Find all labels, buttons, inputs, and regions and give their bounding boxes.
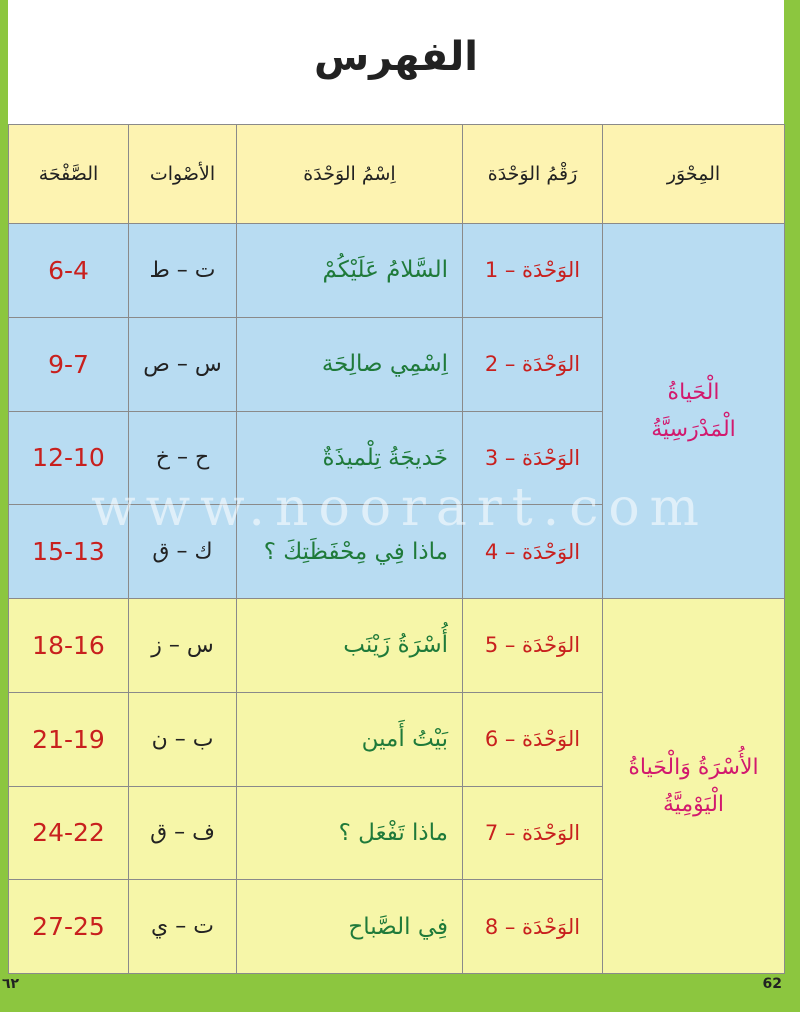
table-header-row [9,125,785,224]
unit-number: الوَحْدَة – 4 [463,505,603,599]
unit-name: أُسْرَةُ زَيْنَب [237,599,463,693]
unit-number: الوَحْدَة – 5 [463,599,603,693]
unit-number: الوَحْدَة – 1 [463,224,603,318]
axis-label-line1: الْحَياةُ [667,379,720,405]
unit-name: اِسْمِي صالِحَة [237,317,463,411]
unit-number: الوَحْدَة – 8 [463,880,603,974]
unit-number: الوَحْدَة – 6 [463,692,603,786]
unit-name: السَّلامُ عَلَيْكُمْ [237,224,463,318]
unit-name: ماذا تَفْعَل ؟ [237,786,463,880]
unit-sounds: ت – ط [129,224,237,318]
unit-pages: 27-25 [9,880,129,974]
unit-sounds: ت – ي [129,880,237,974]
unit-sounds: س – ز [129,599,237,693]
axis-label-line1: الأُسْرَةُ وَالْحَياةُ [628,754,759,780]
unit-sounds: ب – ن [129,692,237,786]
unit-name: ماذا فِي مِحْفَظَتِكَ ؟ [237,505,463,599]
header-unit-name: اِسْمُ الوَحْدَة [237,125,463,224]
unit-sounds: ف – ق [129,786,237,880]
page-title: الفهرس [313,34,478,80]
title-box [8,0,784,124]
unit-sounds: ح – خ [129,411,237,505]
unit-pages: 9-7 [9,317,129,411]
header-unit-number: رَقْمُ الوَحْدَة [463,125,603,224]
unit-pages: 21-19 [9,692,129,786]
unit-number: الوَحْدَة – 2 [463,317,603,411]
unit-number: الوَحْدَة – 7 [463,786,603,880]
unit-pages: 24-22 [9,786,129,880]
unit-sounds: ك – ق [129,505,237,599]
header-axis: المِحْوَر [603,125,785,224]
unit-name: فِي الصَّباح [237,880,463,974]
unit-name: بَيْتُ أَمين [237,692,463,786]
header-page: الصَّفْحَة [9,125,129,224]
table-row [9,224,785,318]
page-number-latin: 62 [762,976,782,992]
axis-cell-school-life [603,224,785,599]
axis-label-line2: الْيَوْمِيَّةُ [662,792,725,817]
unit-pages: 15-13 [9,505,129,599]
unit-name: خَديجَةُ تِلْميذَةٌ [237,411,463,505]
index-table-wrapper [8,124,784,974]
unit-pages: 12-10 [9,411,129,505]
unit-sounds: س – ص [129,317,237,411]
index-table [8,124,785,974]
axis-label-line2: الْمَدْرَسِيَّةُ [651,417,736,442]
header-sounds: الأصْوات [129,125,237,224]
unit-number: الوَحْدَة – 3 [463,411,603,505]
watermark: www.noorart.com [91,478,709,538]
unit-pages: 6-4 [9,224,129,318]
axis-cell-family-daily-life [603,599,785,974]
unit-pages: 18-16 [9,599,129,693]
page-number-arabic: ٦٢ [2,976,20,992]
table-row [9,599,785,693]
